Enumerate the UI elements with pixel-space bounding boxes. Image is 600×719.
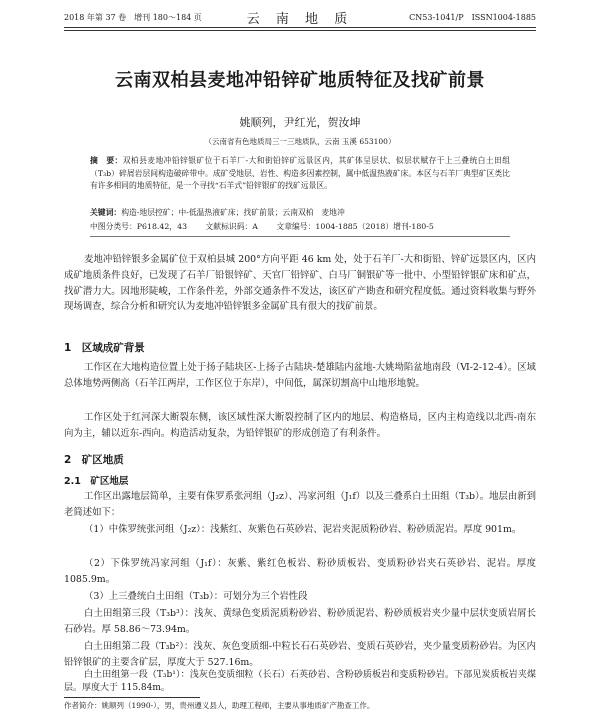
stratum-member-2: 白土田组第二段（T₃b²）：浅灰、灰色变质细-中粒长石石英砂岩、变质石英砂岩，夹少量变质粉砂岩。为区内铅锌银矿的主要含矿层，厚度大于 527.16m。: [64, 641, 536, 668]
issn-info: CN53-1041/P ISSN1004-1885: [409, 13, 536, 22]
section-2-1-intro: 工作区出露地层简单，主要有侏罗系张河组（J₂z）、冯家河组（J₁f）以及三叠系白土田组（T₃b）。地层由新到老简述如下：: [64, 491, 536, 518]
affiliation: （云南省有色地质局三一三地质队，云南 玉溪 653100）: [204, 137, 396, 146]
issue-info: 2018 年第 37 卷 增刊 180～184 页: [64, 13, 202, 22]
keywords-label: 关键词：: [90, 208, 122, 217]
keywords: [90, 207, 510, 218]
intro-paragraph: 麦地冲铅锌银多金属矿位于双柏县城 200°方向平距 46 km 处，处于石羊厂-大和街铅、锌矿远景区内，区内成矿地质条件良好，已发现了石羊厂铅银锌矿、天官厂铅锌矿、白马厂铜银矿等一批中、小型铅锌银矿床和矿点，找矿潜力大。因地形陡峻，工作条件差，外部交通条件不发达，该区矿产勘查和研究程度低。通过资料收集与野外现场调查，综合分析和研究认为麦地冲铅锌银多金属矿具有很大的找矿前景。: [64, 254, 536, 313]
article-number: 文章编号：1004-1885（2018）增刊-180-5: [276, 222, 434, 231]
keywords-text: 构造-地层控矿；中-低温热液矿床；找矿前景；云南双柏 麦地冲: [121, 208, 345, 217]
section-2-heading: 2 矿区地质: [64, 454, 124, 466]
classification-line: [90, 221, 510, 232]
abstract-text: 双柏县麦地冲铅锌银矿位于石羊厂-大和街铅锌矿远景区内，其矿体呈层状、似层状赋存于上三叠统白土田组（T₃b）碎屑岩层间构造破碎带中。成矿受地层、岩性、构造多因素控制，属中低温热液矿床。本区与石羊厂典型矿区类比有许多相同的地质特征，是一个寻找“石羊式”铅锌银矿的找矿远景区。: [90, 156, 510, 190]
journal-name: 云 南 地 质: [246, 12, 354, 27]
stratum-member-3: 白土田组第三段（T₃b³）：浅灰、黄绿色变质泥质粉砂岩、粉砂质泥岩、粉砂质板岩夹少量中层状变质岩屑长石砂岩。厚 58.86～73.94m。: [64, 608, 536, 635]
section-2-1-heading: 2.1 矿区地层: [64, 476, 129, 487]
abstract-rule: [90, 236, 510, 237]
abstract-label: 摘 要：: [90, 156, 123, 165]
stratum-item-1: （1）中侏罗统张河组（J₂z）：浅紫红、灰紫色石英砂岩、泥岩夹泥质粉砂岩、粉砂质泥岩。厚度 901m。: [84, 524, 522, 535]
section-1-paragraph-1: 工作区在大地构造位置上处于扬子陆块区-上扬子古陆块-楚雄陆内盆地-大姚坳陷盆地南段（Ⅵ-2-12-4）。区域总体地势两侧高（石羊江两岸，工作区位于东岸），中间低，属深切割高中山地形地貌。: [64, 362, 536, 389]
clc-number: 中图分类号：P618.42，43: [90, 222, 188, 231]
author-footnote: 作者简介：姚顺列（1990-），男，贵州遵义县人，助理工程师，主要从事地质矿产勘查工作。: [64, 701, 375, 710]
header-rule: [64, 27, 536, 28]
section-1-heading: 1 区域成矿背景: [64, 342, 145, 354]
abstract: [90, 155, 510, 193]
paper-title: 云南双柏县麦地冲铅锌矿地质特征及找矿前景: [115, 70, 485, 91]
running-header: [64, 8, 536, 26]
stratum-member-1: 白土田组第一段（T₃b¹）：浅灰色变质细粒（长石）石英砂岩、含粉砂质板岩和变质粉砂岩。下部见炭质板岩夹煤层。厚度大于 115.84m。: [64, 670, 536, 693]
stratum-item-3: （3）上三叠统白土田组（T₃b）：可划分为三个岩性段: [84, 591, 308, 602]
footnote-rule: [64, 697, 200, 698]
document-code: 文献标识码：A: [205, 222, 258, 231]
stratum-item-2: （2）下侏罗统冯家河组（J₁f）：灰紫、紫红色板岩、粉砂质板岩、变质粉砂岩夹石英砂岩、泥岩。厚度 1085.9m。: [64, 558, 536, 585]
section-1-paragraph-2: 工作区处于红河深大断裂东侧，该区域性深大断裂控制了区内的地层、构造格局，区内主构造线以北西-南东向为主，辅以近东-西向。构造活动复杂，为铅锌银矿的形成创造了有利条件。: [64, 412, 536, 439]
authors: 姚顺列，尹红光，贺汝坤: [239, 116, 361, 129]
header-rule-double: [64, 30, 536, 31]
